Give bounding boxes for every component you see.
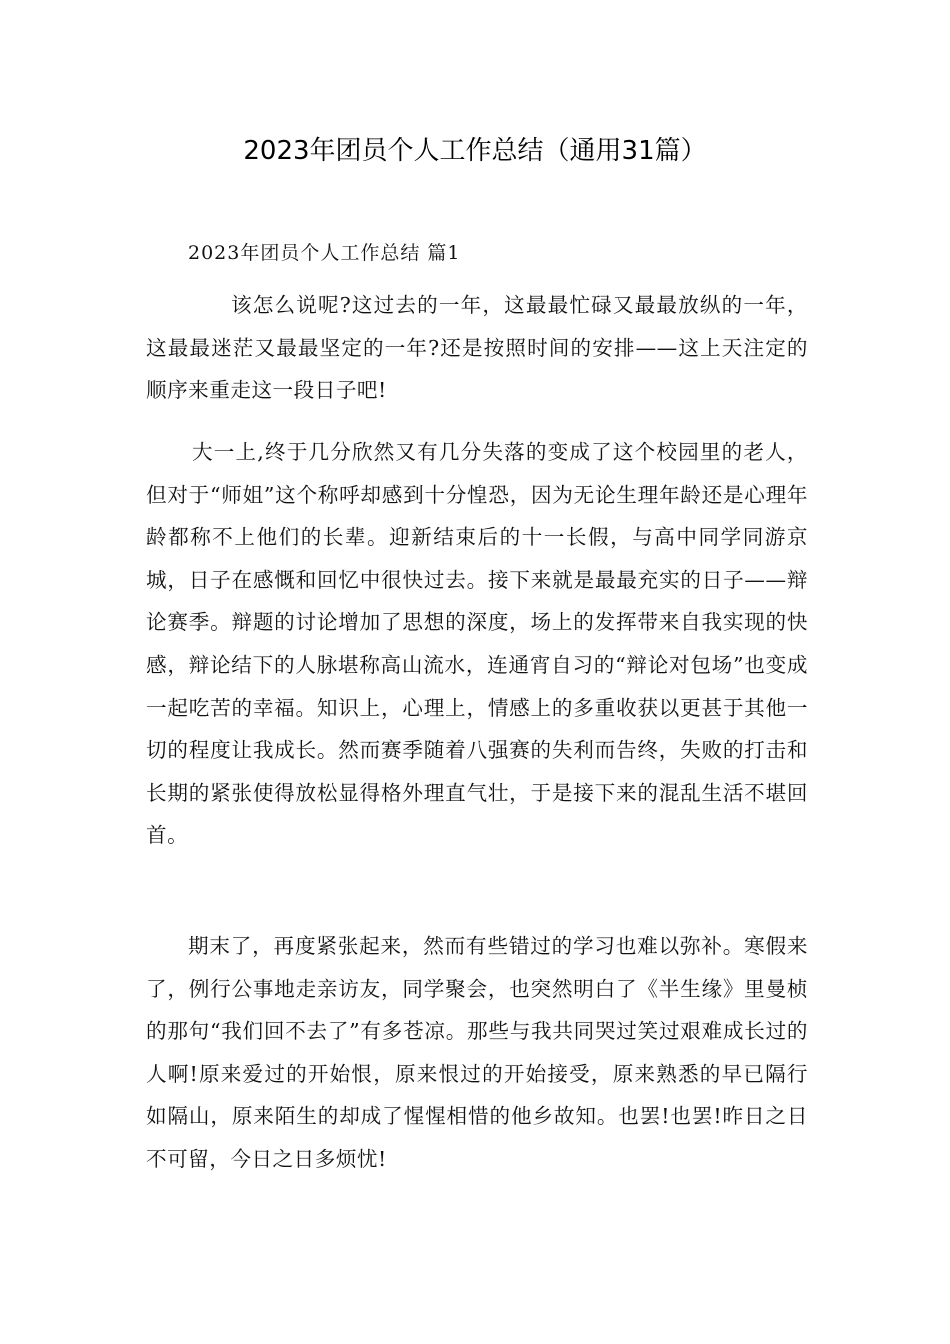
body-paragraph-3: 期末了，再度紧张起来，然而有些错过的学习也难以弥补。寒假来了，例行公事地走亲访友，同学聚会，也突然明白了《半生缘》里曼桢的那句“我们回不去了”有多苍凉。那些与我共同哭过笑过艰难成长过的人啊!原来爱过的开始恨，原来恨过的开始接受，原来熟悉的早已隔行如隔山，原来陌生的却成了惺惺相惜的他乡故知。也罢!也罢!昨日之日不可留，今日之日多烦忧! [146, 934, 808, 1171]
body-paragraph-1: 该怎么说呢?这过去的一年，这最最忙碌又最最放纵的一年，这最最迷茫又最最坚定的一年?还是按照时间的安排——这上天注定的顺序来重走这一段日子吧! [146, 293, 808, 403]
body-paragraph-2: 大一上,终于几分欣然又有几分失落的变成了这个校园里的老人，但对于“师姐”这个称呼却感到十分惶恐，因为无论生理年龄还是心理年龄都称不上他们的长辈。迎新结束后的十一长假，与高中同学同游京城，日子在感慨和回忆中很快过去。接下来就是最最充实的日子——辩论赛季。辩题的讨论增加了思想的深度，场上的发挥带来自我实现的快感，辩论结下的人脉堪称高山流水，连通宵自习的“辩论对包场”也变成一起吃苦的幸福。知识上，心理上，情感上的多重收获以更甚于其他一切的程度让我成长。然而赛季随着八强赛的失利而告终，失败的打击和长期的紧张使得放松显得格外理直气壮，于是接下来的混乱生活不堪回首。 [146, 440, 808, 848]
section-heading: 2023年团员个人工作总结 篇1 [188, 242, 461, 264]
document-title: 2023年团员个人工作总结（通用31篇） [243, 136, 707, 166]
